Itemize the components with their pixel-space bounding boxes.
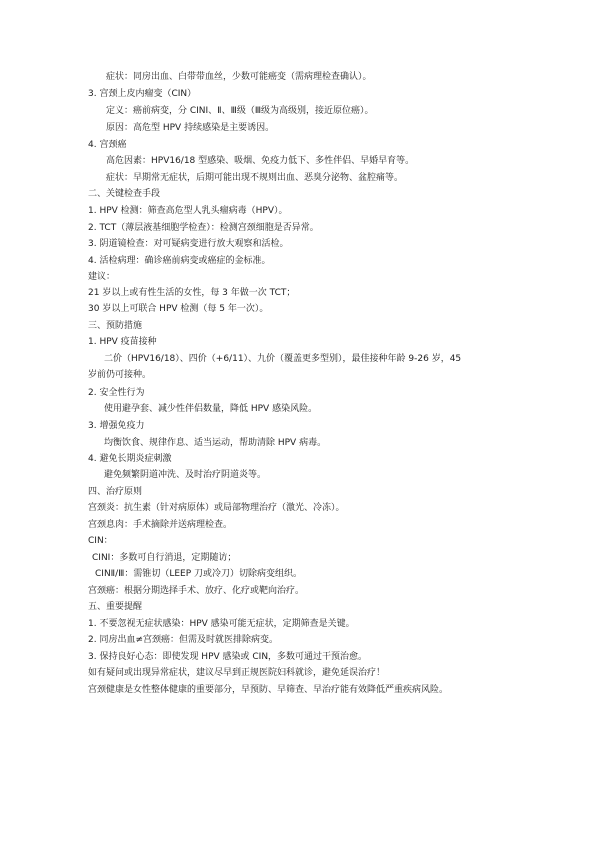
section-heading-reminders: 五、重要提醒 xyxy=(88,602,143,612)
treatment-cin-label: CIN： xyxy=(88,536,113,546)
treatment-cin23: CINⅡ/Ⅲ：需锥切（LEEP 刀或冷刀）切除病变组织。 xyxy=(95,569,303,579)
heading-inflammation: 4. 避免长期炎症刺激 xyxy=(88,454,172,464)
treatment-cancer: 宫颈癌：根据分期选择手术、放疗、化疗或靶向治疗。 xyxy=(88,586,305,596)
cin-definition: 定义：癌前病变，分 CINⅠ、Ⅱ、Ⅲ级（Ⅲ级为高级别，接近原位癌）。 xyxy=(106,106,374,116)
safe-sex-detail: 使用避孕套、减少性伴侣数量，降低 HPV 感染风险。 xyxy=(104,404,318,414)
reminder-3: 3. 保持良好心态：即使发现 HPV 感染或 CIN，多数可通过干预治愈。 xyxy=(88,652,368,662)
advice-label: 建议： xyxy=(88,272,116,282)
treatment-cervicitis: 宫颈炎：抗生素（针对病原体）或局部物理治疗（激光、冷冻）。 xyxy=(88,503,345,513)
cancer-symptoms: 症状：早期常无症状，后期可能出现不规则出血、恶臭分泌物、盆腔痛等。 xyxy=(106,173,404,183)
heading-vaccine: 1. HPV 疫苗接种 xyxy=(88,337,157,347)
heading-immunity: 3. 增强免疫力 xyxy=(88,421,145,431)
section-heading-treatment: 四、治疗原则 xyxy=(88,487,143,497)
vaccine-detail: 二价（HPV16/18）、四价（+6/11）、九价（覆盖更多型别），最佳接种年龄 9-26 岁，45 xyxy=(104,354,462,364)
reminder-1: 1. 不要忽视无症状感染：HPV 感染可能无症状，定期筛查是关键。 xyxy=(88,619,355,629)
cin-cause: 原因：高危型 HPV 持续感染是主要诱因。 xyxy=(106,123,275,133)
vaccine-detail-cont: 岁前仍可接种。 xyxy=(88,370,152,380)
exam-tct: 2. TCT（薄层液基细胞学检查）：检测宫颈细胞是否异常。 xyxy=(88,223,319,233)
cancer-risk-factors: 高危因素：HPV16/18 型感染、吸烟、免疫力低下、多性伴侣、早婚早育等。 xyxy=(106,156,415,166)
advice-21: 21 岁以上或有性生活的女性，每 3 年做一次 TCT； xyxy=(88,288,296,298)
cervicitis-polyp-symptoms: 症状：同房出血、白带带血丝，少数可能癌变（需病理检查确认）。 xyxy=(106,72,372,82)
section-heading-exams: 二、关键检查手段 xyxy=(88,189,161,199)
heading-cervical-cancer: 4. 宫颈癌 xyxy=(88,140,127,150)
section-heading-prevention: 三、预防措施 xyxy=(88,321,143,331)
inflammation-detail: 避免频繁阴道冲洗、及时治疗阴道炎等。 xyxy=(104,470,267,480)
immunity-detail: 均衡饮食、规律作息、适当运动，帮助清除 HPV 病毒。 xyxy=(104,438,327,448)
heading-safe-sex: 2. 安全性行为 xyxy=(88,388,145,398)
closing-summary: 宫颈健康是女性整体健康的重要部分，早预防、早筛查、早治疗能有效降低严重疾病风险。 xyxy=(88,685,449,695)
treatment-cin1: CINⅠ：多数可自行消退，定期随访； xyxy=(92,553,237,563)
exam-biopsy: 4. 活检病理：确诊癌前病变或癌症的金标准。 xyxy=(88,256,271,266)
exam-hpv: 1. HPV 检测：筛查高危型人乳头瘤病毒（HPV）。 xyxy=(88,206,288,216)
heading-cin: 3. 宫颈上皮内瘤变（CIN） xyxy=(88,89,197,99)
reminder-2: 2. 同房出血≠宫颈癌：但需及时就医排除病变。 xyxy=(88,635,278,645)
exam-colposcopy: 3. 阴道镜检查：对可疑病变进行放大观察和活检。 xyxy=(88,239,289,249)
treatment-polyp: 宫颈息肉：手术摘除并送病理检查。 xyxy=(88,520,233,530)
advice-30: 30 岁以上可联合 HPV 检测（每 5 年一次）。 xyxy=(88,304,269,314)
closing-advice: 如有疑问或出现异常症状，建议尽早到正规医院妇科就诊，避免延误治疗！ xyxy=(88,668,386,678)
